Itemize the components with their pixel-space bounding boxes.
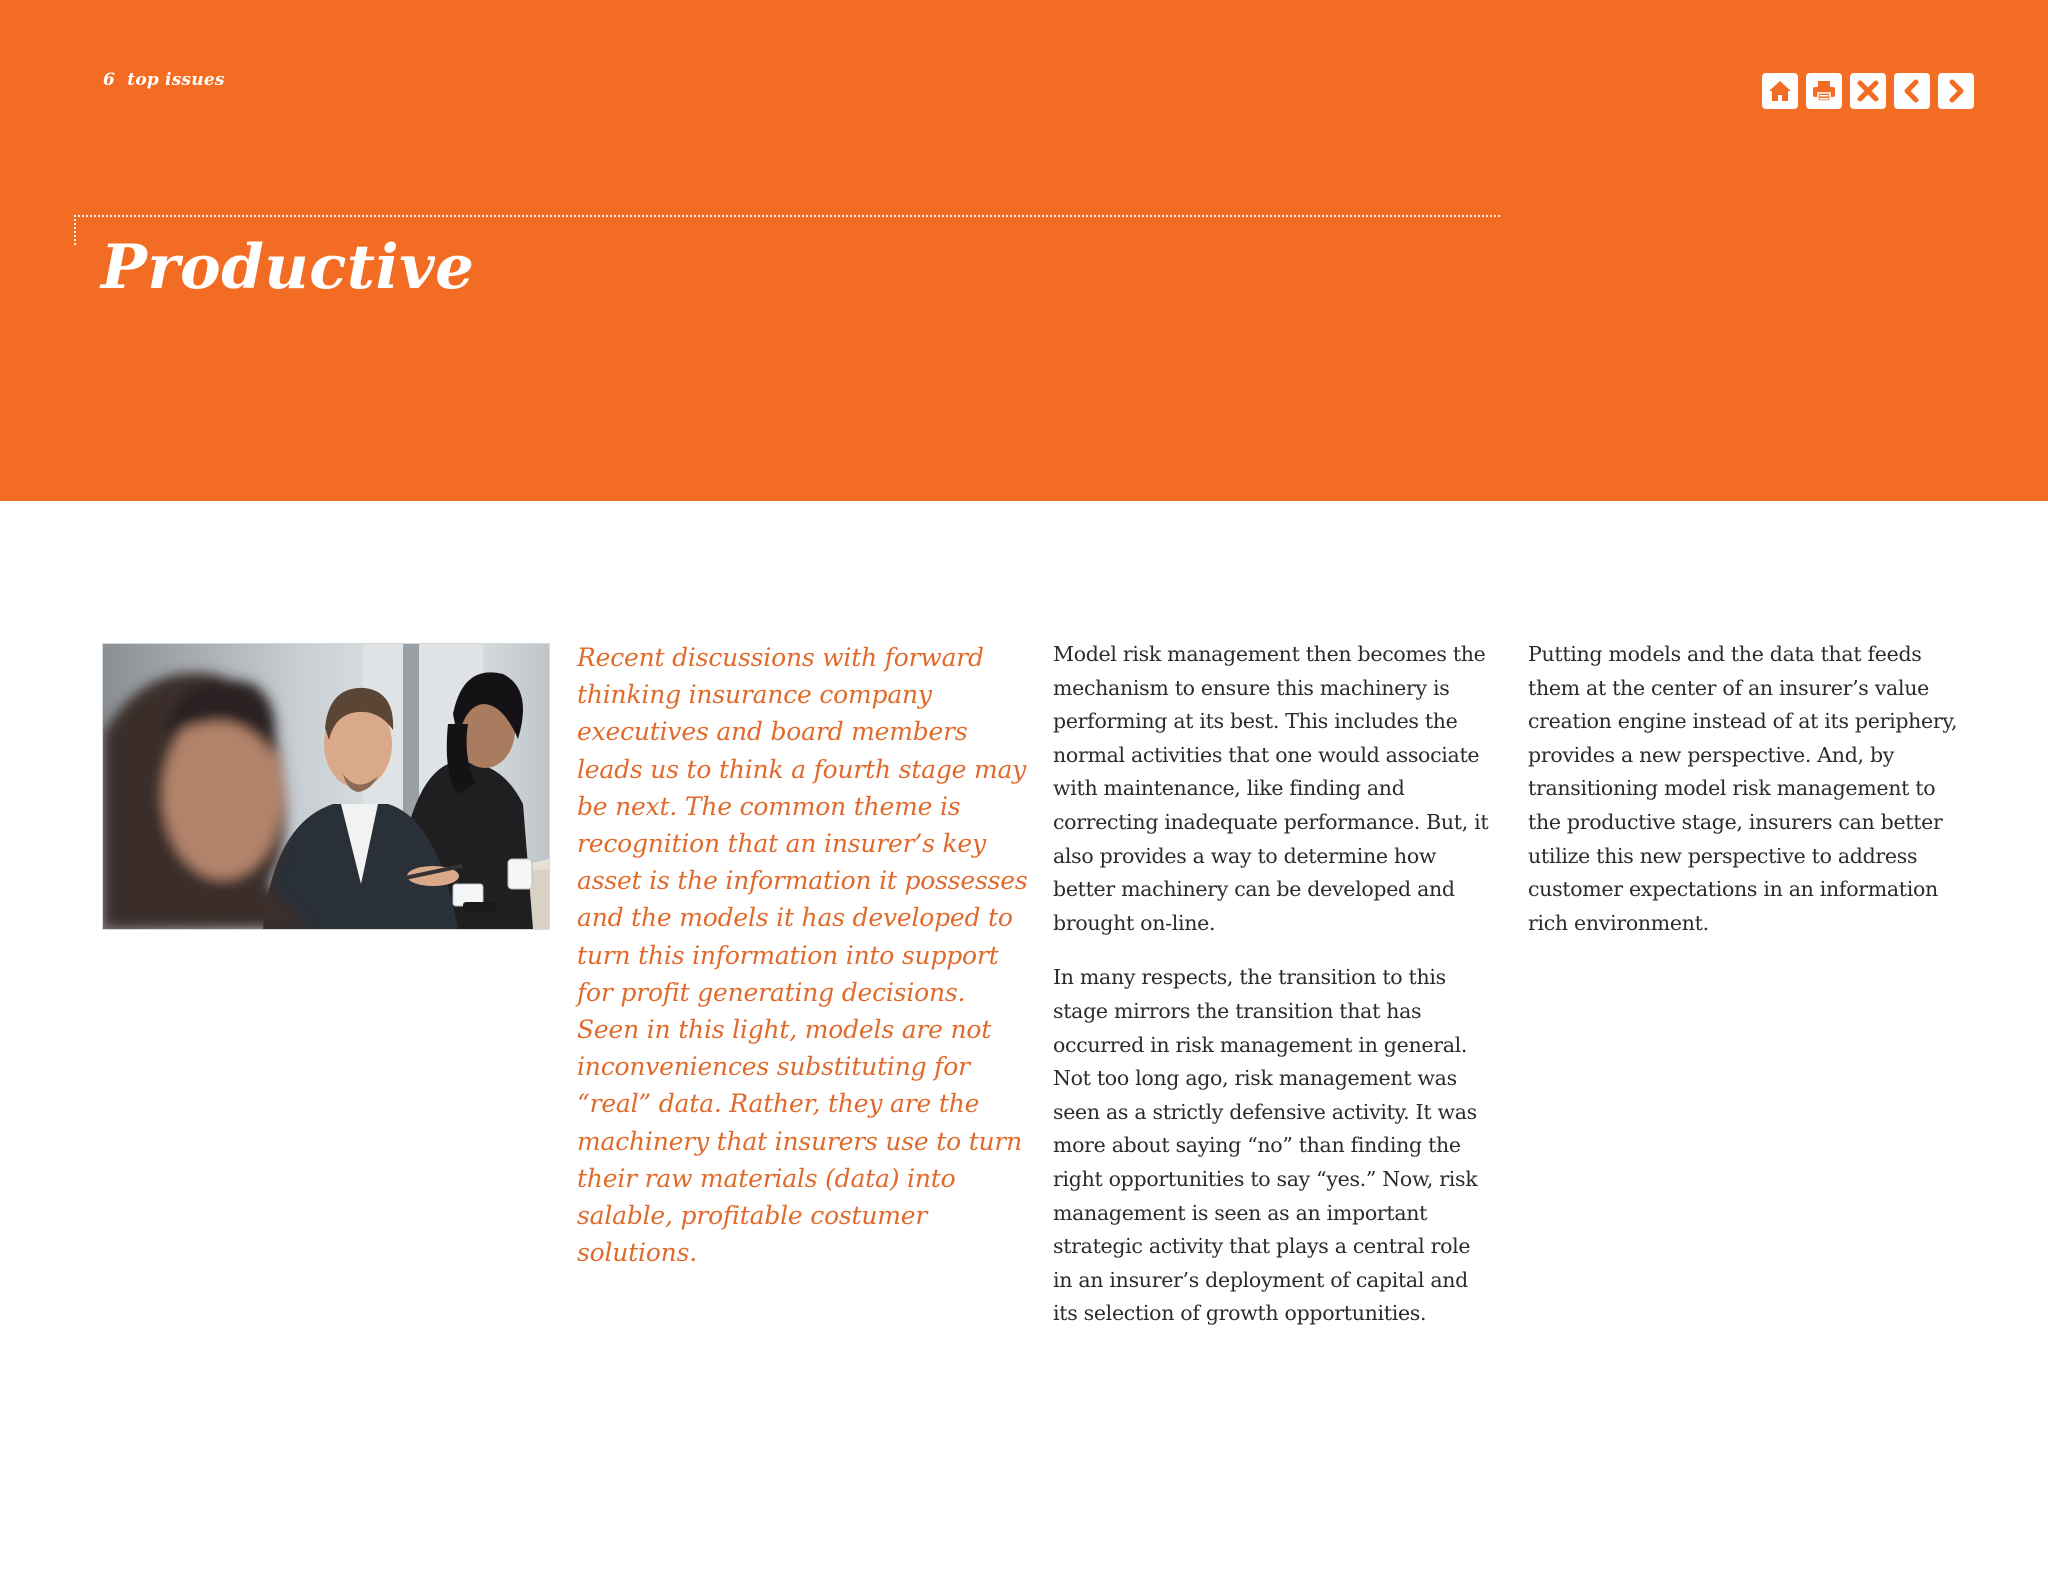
title-divider-tick [74,215,76,245]
next-button[interactable] [1938,73,1974,109]
chevron-right-icon [1943,78,1969,104]
printer-icon [1811,78,1837,104]
meeting-photo [102,643,550,930]
title-divider [74,215,1500,217]
paragraph: In many respects, the transition to this stage mirrors the transition that has occurred in risk management in general. Not too long ago, risk management was seen as a strictly defensive activity. It was more about saying “no” than finding the right opportunities to say “yes.” Now, risk management is seen as an important strategic activity that plays a central role in an insurer’s deployment of capital and its selection of growth opportunities. [1053,965,1478,1326]
paragraph: Model risk management then becomes the mechanism to ensure this machinery is performing at its best. This includes the normal activities that one would associate with maintenance, like finding and correcting inadequate performance. But, it also provides a way to determine how better machinery can be developed and brought on-line. [1053,642,1489,935]
paragraph: Putting models and the data that feeds them at the center of an insurer’s value creation engine instead of at its periphery, provides a new perspective. And, by transitioning model risk management to the productive stage, insurers can better utilize this new perspective to address customer expectations in an information rich environment. [1528,642,1958,935]
pull-quote: Recent discussions with forward thinking insurance company executives and board members leads us to think a fourth stage may be next. The common theme is recognition that an insurer’s key asset is the information it possesses and the models it has developed to turn this information into support for profit generating decisions. Seen in this light, models are not inconveniences substituting for “real” data. Rather, they are the machinery that insurers use to turn their raw materials (data) into salable, profitable costumer solutions. [577,643,1028,1268]
body-column-2 [1053,638,1493,1352]
home-icon [1767,78,1793,104]
close-icon [1855,78,1881,104]
chevron-left-icon [1899,78,1925,104]
section-label: 6 top issues [103,70,225,90]
navigation-toolbar [1762,73,1974,109]
print-button[interactable] [1806,73,1842,109]
page-title: Productive [101,232,475,303]
close-button[interactable] [1850,73,1886,109]
previous-button[interactable] [1894,73,1930,109]
body-column-3 [1528,638,1968,961]
home-button[interactable] [1762,73,1798,109]
